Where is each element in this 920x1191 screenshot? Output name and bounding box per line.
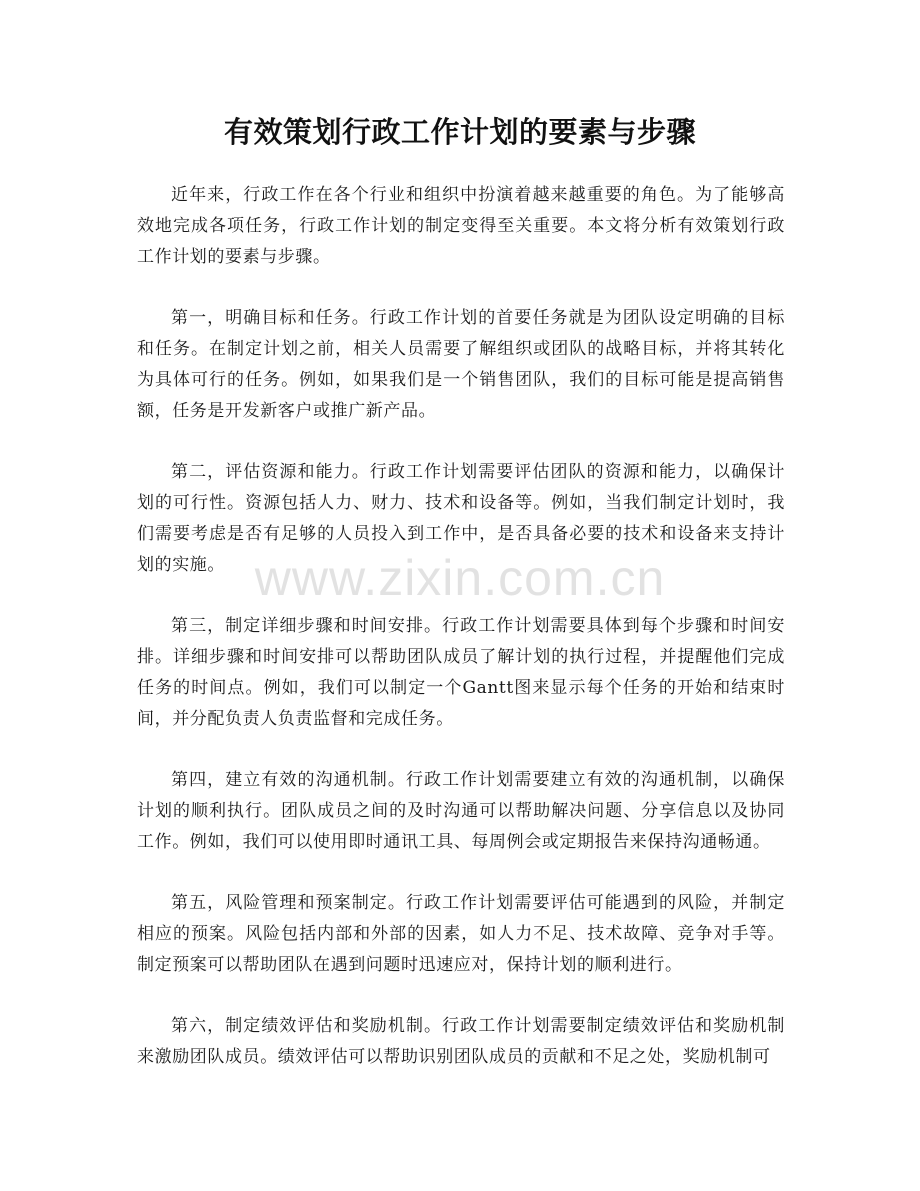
paragraph-intro: 近年来，行政工作在各个行业和组织中扮演着越来越重要的角色。为了能够高效地完成各项任务，行政工作计划的制定变得至关重要。本文将分析有效策划行政工作计划的要素与步骤。	[137, 185, 785, 267]
paragraph-step-1: 第一，明确目标和任务。行政工作计划的首要任务就是为团队设定明确的目标和任务。在制定计划之前，相关人员需要了解组织或团队的战略目标，并将其转化为具体可行的任务。例如，如果我们是一个销售团队，我们的目标可能是提高销售额，任务是开发新客户或推广新产品。	[137, 308, 785, 421]
paragraph-step-6: 第六，制定绩效评估和奖励机制。行政工作计划需要制定绩效评估和奖励机制来激励团队成员。绩效评估可以帮助识别团队成员的贡献和不足之处，奖励机制可	[137, 1016, 785, 1067]
document-title: 有效策划行政工作计划的要素与步骤	[223, 115, 696, 149]
watermark-text: www.zixin.com.cn	[254, 550, 666, 606]
paragraph-step-2: 第二，评估资源和能力。行政工作计划需要评估团队的资源和能力，以确保计划的可行性。资源包括人力、财力、技术和设备等。例如，当我们制定计划时，我们需要考虑是否有足够的人员投入到工作中，是否具备必要的技术和设备来支持计划的实施。	[137, 462, 785, 575]
document-body	[137, 180, 785, 1103]
paragraph-step-3: 第三，制定详细步骤和时间安排。行政工作计划需要具体到每个步骤和时间安排。详细步骤和时间安排可以帮助团队成员了解计划的执行过程，并提醒他们完成任务的时间点。例如，我们可以制定一个Gantt图来显示每个任务的开始和结束时间，并分配负责人负责监督和完成任务。	[137, 616, 785, 729]
paragraph-step-4: 第四，建立有效的沟通机制。行政工作计划需要建立有效的沟通机制，以确保计划的顺利执行。团队成员之间的及时沟通可以帮助解决问题、分享信息以及协同工作。例如，我们可以使用即时通讯工具、每周例会或定期报告来保持沟通畅通。	[137, 770, 785, 852]
paragraph-step-5: 第五，风险管理和预案制定。行政工作计划需要评估可能遇到的风险，并制定相应的预案。风险包括内部和外部的因素，如人力不足、技术故障、竞争对手等。制定预案可以帮助团队在遇到问题时迅速应对，保持计划的顺利进行。	[137, 893, 785, 975]
